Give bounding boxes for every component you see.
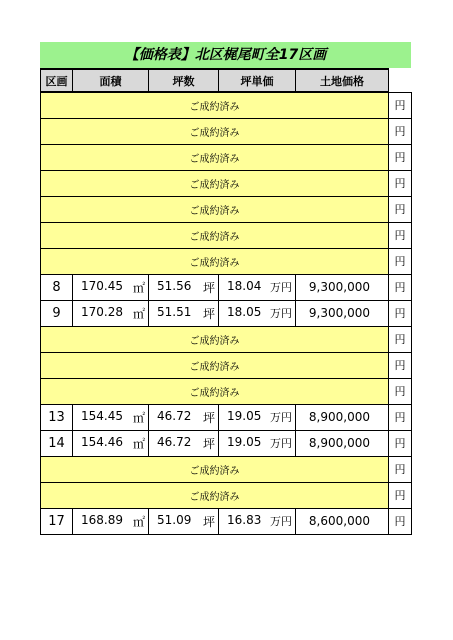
table-row <box>41 404 412 430</box>
land-price: 8,900,000 <box>296 430 389 456</box>
unit-price-cell <box>219 404 296 430</box>
yen-label: 円 <box>389 222 412 248</box>
area-unit: ㎡ <box>132 410 145 425</box>
lot-number: 17 <box>41 508 73 534</box>
unit-price-unit: 万円 <box>270 281 292 294</box>
table-row <box>41 170 412 196</box>
unit-price-value: 19.05 <box>227 435 262 449</box>
sold-label: ご成約済み <box>41 248 389 274</box>
area-cell <box>73 274 149 300</box>
sold-label: ご成約済み <box>41 92 389 118</box>
header-row <box>41 69 412 92</box>
tsubo-unit: 坪 <box>202 280 215 295</box>
unit-price-value: 19.05 <box>227 409 262 423</box>
table-row <box>41 92 412 118</box>
unit-price-cell <box>219 300 296 326</box>
tsubo-cell <box>149 508 219 534</box>
yen-label: 円 <box>389 482 412 508</box>
yen-label: 円 <box>389 456 412 482</box>
table-row <box>41 456 412 482</box>
unit-price-unit: 万円 <box>270 437 292 450</box>
table-row <box>41 222 412 248</box>
area-unit: ㎡ <box>132 306 145 321</box>
table-row <box>41 352 412 378</box>
yen-label: 円 <box>389 300 412 326</box>
unit-price-cell <box>219 430 296 456</box>
sold-label: ご成約済み <box>41 326 389 352</box>
table-row <box>41 196 412 222</box>
area-value: 168.89 <box>81 512 123 527</box>
area-cell <box>73 404 149 430</box>
table-row <box>41 326 412 352</box>
sold-label: ご成約済み <box>41 196 389 222</box>
tsubo-value: 51.09 <box>157 512 192 527</box>
price-table <box>40 68 412 535</box>
table-row <box>41 378 412 404</box>
yen-label: 円 <box>389 196 412 222</box>
yen-label: 円 <box>389 404 412 430</box>
sold-label: ご成約済み <box>41 352 389 378</box>
sold-label: ご成約済み <box>41 144 389 170</box>
table-row <box>41 274 412 300</box>
tsubo-unit: 坪 <box>202 306 215 321</box>
tsubo-cell <box>149 300 219 326</box>
table-row <box>41 508 412 534</box>
area-value: 170.28 <box>81 304 123 319</box>
sold-label: ご成約済み <box>41 118 389 144</box>
sold-label: ご成約済み <box>41 378 389 404</box>
yen-label: 円 <box>389 118 412 144</box>
unit-price-value: 18.04 <box>227 279 262 293</box>
unit-price-unit: 万円 <box>270 307 292 320</box>
sold-label: ご成約済み <box>41 456 389 482</box>
area-cell <box>73 430 149 456</box>
area-value: 154.46 <box>81 434 123 449</box>
header-unit-price: 坪単価 <box>219 69 296 92</box>
area-cell <box>73 508 149 534</box>
price-sheet <box>40 42 411 535</box>
yen-label: 円 <box>389 352 412 378</box>
land-price: 9,300,000 <box>296 274 389 300</box>
unit-price-cell <box>219 508 296 534</box>
land-price: 8,900,000 <box>296 404 389 430</box>
tsubo-value: 51.56 <box>157 278 192 293</box>
unit-price-cell <box>219 274 296 300</box>
tsubo-value: 46.72 <box>157 408 192 423</box>
header-tsubo: 坪数 <box>149 69 219 92</box>
unit-price-value: 16.83 <box>227 513 262 527</box>
yen-label: 円 <box>389 144 412 170</box>
header-yen <box>389 69 412 92</box>
unit-price-value: 18.05 <box>227 305 262 319</box>
tsubo-unit: 坪 <box>202 514 215 529</box>
lot-number: 8 <box>41 274 73 300</box>
lot-number: 13 <box>41 404 73 430</box>
table-row <box>41 144 412 170</box>
area-value: 154.45 <box>81 408 123 423</box>
lot-number: 9 <box>41 300 73 326</box>
tsubo-cell <box>149 274 219 300</box>
yen-label: 円 <box>389 248 412 274</box>
yen-label: 円 <box>389 92 412 118</box>
tsubo-value: 51.51 <box>157 304 192 319</box>
yen-label: 円 <box>389 170 412 196</box>
land-price: 9,300,000 <box>296 300 389 326</box>
tsubo-unit: 坪 <box>202 410 215 425</box>
unit-price-unit: 万円 <box>270 411 292 424</box>
yen-label: 円 <box>389 274 412 300</box>
land-price: 8,600,000 <box>296 508 389 534</box>
table-row <box>41 118 412 144</box>
lot-number: 14 <box>41 430 73 456</box>
tsubo-cell <box>149 404 219 430</box>
area-unit: ㎡ <box>132 436 145 451</box>
area-unit: ㎡ <box>132 514 145 529</box>
table-row <box>41 482 412 508</box>
table-row <box>41 430 412 456</box>
yen-label: 円 <box>389 326 412 352</box>
sold-label: ご成約済み <box>41 170 389 196</box>
area-cell <box>73 300 149 326</box>
sold-label: ご成約済み <box>41 482 389 508</box>
tsubo-cell <box>149 430 219 456</box>
tsubo-value: 46.72 <box>157 434 192 449</box>
yen-label: 円 <box>389 430 412 456</box>
yen-label: 円 <box>389 378 412 404</box>
header-area: 面積 <box>73 69 149 92</box>
tsubo-unit: 坪 <box>202 436 215 451</box>
header-lot: 区画 <box>41 69 73 92</box>
area-unit: ㎡ <box>132 280 145 295</box>
area-value: 170.45 <box>81 278 123 293</box>
sheet-title: 【価格表】北区梶尾町全17区画 <box>40 42 411 68</box>
sold-label: ご成約済み <box>41 222 389 248</box>
unit-price-unit: 万円 <box>270 515 292 528</box>
header-land-price: 土地価格 <box>296 69 389 92</box>
table-row <box>41 300 412 326</box>
yen-label: 円 <box>389 508 412 534</box>
table-row <box>41 248 412 274</box>
